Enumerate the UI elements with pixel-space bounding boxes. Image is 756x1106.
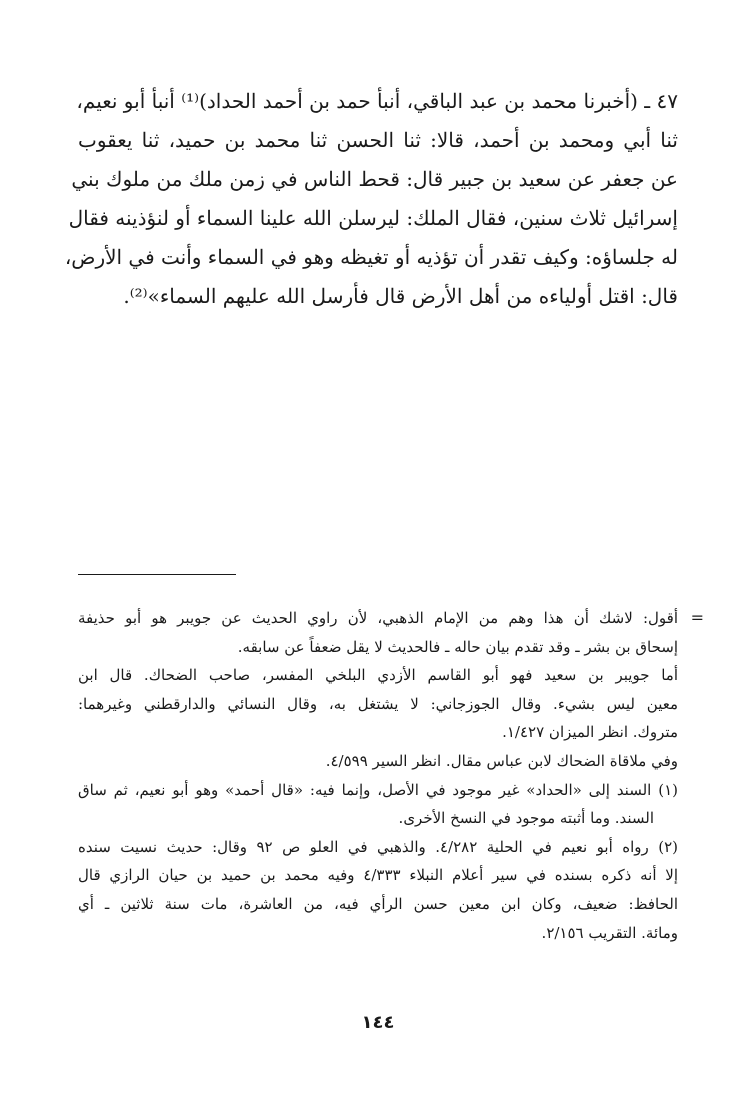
footnote-line: وفي ملاقاة الضحاك لابن عباس مقال. انظر السير ٤/٥٩٩. xyxy=(325,751,678,770)
footnote-line: معين ليس بشيء. وقال الجوزجاني: لا يشتغل به، وقال النسائي والدارقطني وغيرهما: xyxy=(78,694,678,713)
main-text-line: ٤٧ ـ (أخبرنا محمد بن عبد الباقي، أنبأ حمد بن أحمد الحداد)⁽¹⁾ أنبأ أبو نعيم، xyxy=(76,89,678,113)
footnote-separator xyxy=(78,574,236,575)
footnote-line: السند. وما أثبته موجود في النسخ الأخرى. xyxy=(398,809,654,828)
footnote-1: (١) السند إلى «الحداد» غير موجود في الأصل، وإنما فيه: «قال أحمد» وهو أبو نعيم، ثم ساق xyxy=(78,780,678,799)
main-text-line: عن جعفر عن سعيد بن جبير قال: قحط الناس في زمن ملك من ملوك بني xyxy=(71,167,678,191)
footnote-line: إلا أنه ذكره بسنده في سير أعلام النبلاء ٤/٣٣٣ وفيه محمد بن حميد بن حيان الرازي قال xyxy=(78,866,678,885)
main-text-line: له جلساؤه: وكيف تقدر أن تؤذيه أو تغيظه وهو في السماء وأنت في الأرض، xyxy=(64,245,678,269)
main-text-line: قال: اقتل أولياءه من أهل الأرض قال فأرسل الله عليهم السماء»⁽²⁾. xyxy=(123,284,678,308)
footnote-line: ومائة. التقريب ٢/١٥٦. xyxy=(541,923,678,942)
footnote-line: إسحاق بن بشر ـ وقد تقدم بيان حاله ـ فالحديث لا يقل ضعفاً عن سابقه. xyxy=(237,637,678,656)
footnote-line: الحافظ: ضعيف، وكان ابن معين حسن الرأي فيه، من العاشرة، مات سنة ثلاثين ـ أي xyxy=(78,894,678,913)
main-text-line: ثنا أبي ومحمد بن أحمد، قالا: ثنا الحسن ثنا محمد بن حميد، ثنا يعقوب xyxy=(78,128,678,152)
footnote-line: أقول: لاشك أن هذا وهم من الإمام الذهبي، لأن راوي الحديث عن جويبر هو أبو حذيفة xyxy=(78,609,678,627)
footnotes xyxy=(78,604,704,947)
book-page xyxy=(64,82,704,1106)
footnote-2: (٢) رواه أبو نعيم في الحلية ٤/٢٨٢. والذهبي في العلو ص ٩٢ وقال: حديث نسيت سنده xyxy=(78,837,678,856)
page-number: ١٤٤ xyxy=(361,1012,395,1033)
hadith-text xyxy=(64,82,678,316)
main-text-line: إسرائيل ثلاث سنين، فقال الملك: ليرسلن الله علينا السماء أو لنؤذينه فقال xyxy=(68,206,678,230)
continuation-mark: = xyxy=(690,608,704,627)
footnote-line: متروك. انظر الميزان ١/٤٢٧. xyxy=(502,723,678,742)
footnote-line: أما جويبر بن سعيد فهو أبو القاسم الأزدي البلخي المفسر، صاحب الضحاك. قال ابن xyxy=(78,666,678,685)
